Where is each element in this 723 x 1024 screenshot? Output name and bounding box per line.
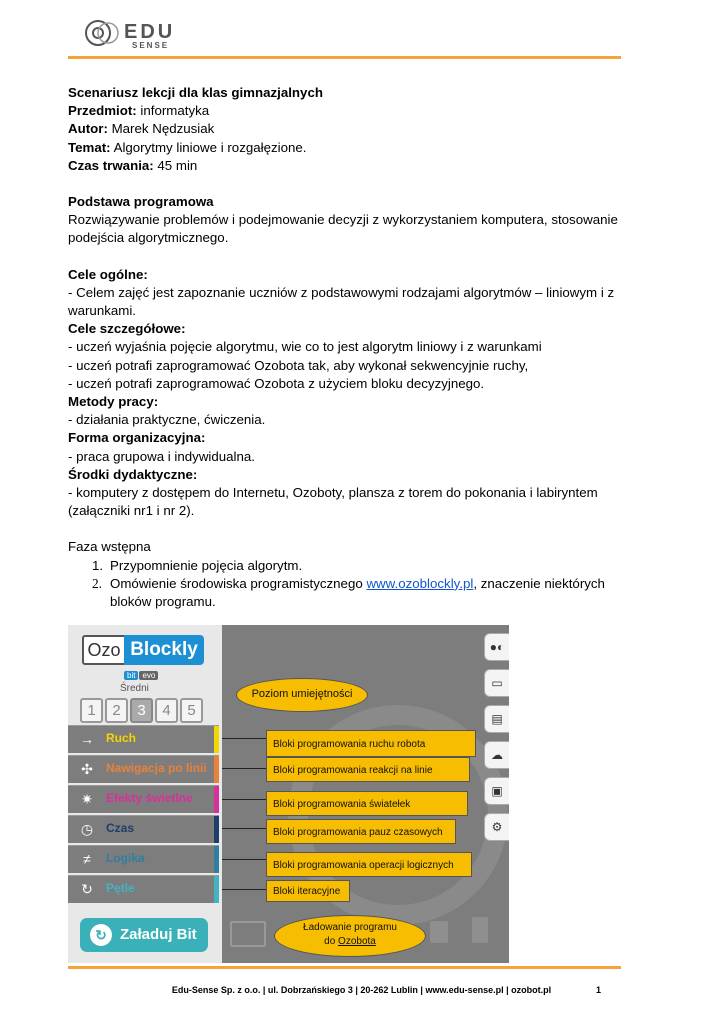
callout-load: [274, 915, 426, 957]
base-heading: Podstawa programowa: [68, 194, 214, 210]
callout-load-link: Ozobota: [338, 936, 376, 947]
load-button-label: Załaduj Bit: [120, 926, 197, 943]
robot-icon[interactable]: ●◐: [484, 633, 509, 661]
category-label: Czas: [106, 821, 135, 835]
page-number: 1: [596, 985, 602, 995]
category-color-bar: [214, 846, 219, 873]
callout-movement: Bloki programowania ruchu robota: [266, 730, 476, 757]
callout-loops: Bloki iteracyjne: [266, 880, 350, 902]
subject-value: informatyka: [136, 103, 210, 119]
list-text: Przypomnienie pojęcia algorytm.: [110, 557, 303, 573]
methods-text: - działania praktyczne, ćwiczenia.: [68, 412, 266, 428]
logo-ozo: Ozo: [82, 635, 126, 665]
specific-goals-heading: Cele szczegółowe:: [68, 321, 186, 337]
cloud-icon[interactable]: ☁: [484, 741, 509, 769]
aids-text: - komputery z dostępem do Internetu, Ozoboty, plansza z torem do pokonania i labiryntem (załączniki nr1 i nr 2).: [68, 485, 598, 519]
methods-heading: Metody pracy:: [68, 394, 159, 410]
list-text: Omówienie środowiska programistycznego: [110, 575, 367, 591]
window-icon[interactable]: ▭: [484, 669, 509, 697]
subject-label: Przedmiot:: [68, 103, 137, 119]
logo-text: EDU: [124, 21, 176, 43]
topic-label: Temat:: [68, 139, 111, 155]
callout-logic: Bloki programowania operacji logicznych: [266, 852, 472, 877]
category-czas[interactable]: [68, 815, 219, 843]
callout-load-line1: Ładowanie programu: [303, 922, 397, 933]
duration-label: Czas trwania:: [68, 157, 154, 173]
leader-line: [222, 859, 266, 860]
general-goals-heading: Cele ogólne:: [68, 266, 148, 282]
form-text: - praca grupowa i indywidualna.: [68, 448, 256, 464]
copy-icon[interactable]: [430, 921, 448, 943]
aids-heading: Środki dydaktyczne:: [68, 466, 198, 482]
level-button[interactable]: 2: [105, 698, 128, 723]
leader-line: [222, 828, 266, 829]
level-button[interactable]: 5: [180, 698, 203, 723]
callout-load-prefix: do: [324, 936, 339, 947]
sync-icon: ↻: [90, 924, 112, 946]
topic-value: Algorytmy liniowe i rozgałęzione.: [110, 139, 307, 155]
category-label: Efekty świetlne: [106, 791, 193, 805]
callout-pauses: Bloki programowania pauz czasowych: [266, 819, 456, 844]
category-petle[interactable]: [68, 875, 219, 903]
badge-bit[interactable]: bit: [124, 671, 138, 680]
leader-line: [222, 799, 266, 800]
category-nawigacja[interactable]: [68, 755, 219, 783]
footer-text: Edu-Sense Sp. z o.o. | ul. Dobrzańskiego 3 | 20-262 Lublin | www.edu-sense.pl | ozobot.pl: [171, 985, 552, 995]
author-value: Marek Nędzusiak: [107, 121, 215, 137]
logo-subtext: SENSE: [132, 41, 170, 50]
edu-sense-logo: [84, 14, 194, 52]
robot-badges: [124, 671, 159, 680]
callout-load-line2: [275, 935, 425, 949]
base-text: Rozwiązywanie problemów i podejmowanie decyzji z wykorzystaniem komputera, stosowanie podejścia algorytmicznego.: [68, 212, 618, 246]
ozoblockly-logo: [82, 635, 204, 665]
category-label: Nawigacja po linii: [106, 761, 207, 775]
category-color-bar: [214, 786, 219, 813]
specific-goal-item: - uczeń wyjaśnia pojęcie algorytmu, wie co to jest algorytm liniowy i z warunkami: [68, 339, 542, 355]
category-color-bar: [214, 756, 219, 783]
arrow-icon: →: [80, 731, 94, 747]
category-label: Pętle: [106, 881, 135, 895]
specific-goal-item: - uczeń potrafi zaprogramować Ozobota tak, aby wykonał sekwencyjnie ruchy,: [68, 357, 529, 373]
author-label: Autor:: [68, 121, 108, 137]
callout-lights: Bloki programowania światełek: [266, 791, 468, 816]
clock-icon: ◷: [80, 821, 94, 837]
specific-goal-item: - uczeń potrafi zaprogramować Ozobota z użyciem bloku decyzyjnego.: [68, 375, 485, 391]
loop-icon: ↻: [81, 881, 93, 897]
form-heading: Forma organizacyjna:: [68, 430, 206, 446]
category-efekty[interactable]: [68, 785, 219, 813]
callout-level: Poziom umiejętności: [236, 678, 368, 712]
list-number: 1.: [92, 557, 104, 573]
header-rule: [68, 56, 621, 59]
light-bulb-icon: ✷: [81, 791, 93, 807]
category-ruch[interactable]: [68, 725, 219, 753]
move-icon: ✣: [81, 761, 93, 777]
ozoblockly-screenshot: [68, 625, 509, 963]
category-label: Logika: [106, 851, 145, 865]
category-logika[interactable]: [68, 845, 219, 873]
folder-icon[interactable]: [230, 921, 266, 947]
category-color-bar: [214, 876, 219, 903]
intro-list-item: [68, 557, 628, 575]
ozoblockly-link[interactable]: www.ozoblockly.pl: [366, 575, 474, 591]
settings-icon[interactable]: ⚙: [484, 813, 509, 841]
trash-icon[interactable]: [472, 917, 488, 943]
list-number: 2.: [92, 575, 102, 591]
monitor-icon[interactable]: ▤: [484, 705, 509, 733]
category-color-bar: [214, 816, 219, 843]
logo-blockly: Blockly: [124, 635, 204, 665]
level-button[interactable]: 3: [130, 698, 153, 723]
leader-line: [222, 889, 266, 890]
intro-list-item: [68, 575, 628, 593]
general-goals-text: - Celem zajęć jest zapoznanie uczniów z podstawowymi rodzajami algorytmów – liniowym i z warunkami.: [68, 284, 615, 319]
logic-icon: ≠: [83, 851, 91, 867]
badge-evo[interactable]: evo: [139, 671, 158, 680]
intro-heading: Faza wstępna: [68, 539, 151, 555]
leader-line: [222, 768, 266, 769]
list-text: , znaczenie niektórych: [473, 575, 605, 591]
category-color-bar: [214, 726, 219, 753]
category-label: Ruch: [106, 731, 136, 745]
level-button[interactable]: 1: [80, 698, 103, 723]
list-text-continued: bloków programu.: [110, 594, 216, 610]
doc-title: Scenariusz lekcji dla klas gimnazjalnych: [68, 85, 323, 100]
duration-value: 45 min: [153, 157, 198, 173]
document-body: [68, 84, 628, 611]
right-toolbar: [484, 633, 509, 849]
save-icon[interactable]: ▣: [484, 777, 509, 805]
level-button[interactable]: 4: [155, 698, 178, 723]
load-bit-button[interactable]: [80, 918, 208, 952]
level-label: Średni: [120, 683, 149, 694]
leader-line: [222, 738, 266, 739]
callout-line: Bloki programowania reakcji na linie: [266, 757, 470, 782]
level-selector: [80, 698, 205, 723]
footer-rule: [68, 966, 621, 969]
